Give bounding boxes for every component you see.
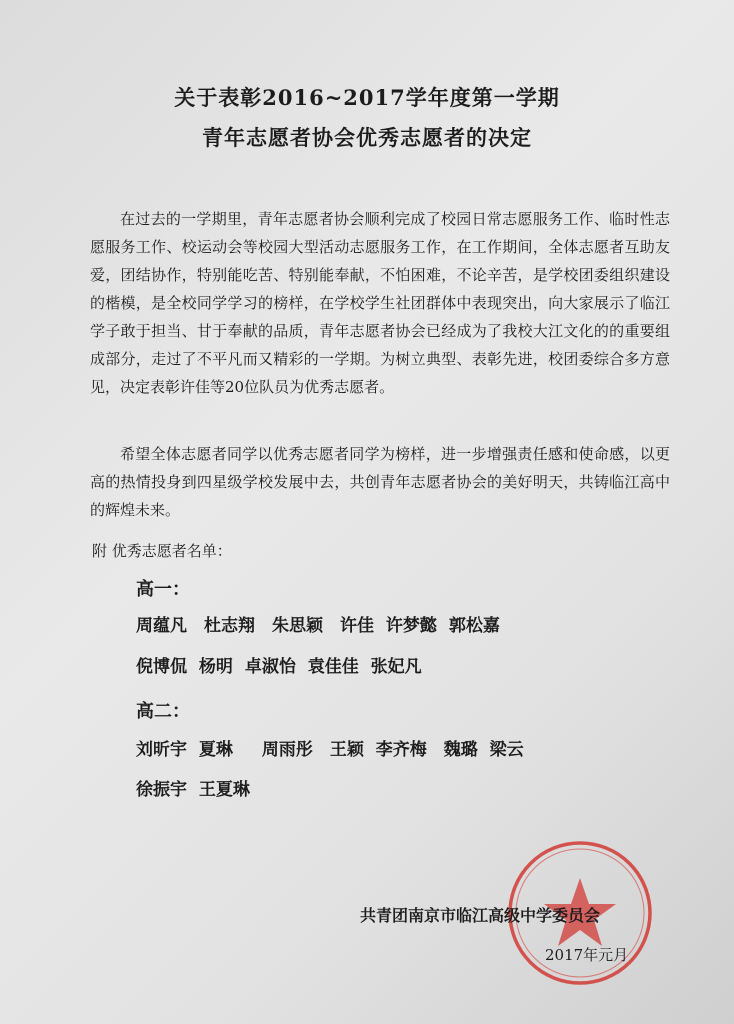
body-paragraph-1: 在过去的一学期里，青年志愿者协会顺利完成了校园日常志愿服务工作、临时性志愿服务工作、校运动会等校园大型活动志愿服务工作，在工作期间，全体志愿者互助友爱，团结协作，特别能吃苦、特别能奉献，不怕困难，不论辛苦，是学校团委组织建设的楷模，是全校同学学习的榜样，在学校学生社团群体中表现突出，向大家展示了临江学子敢于担当、甘于奉献的品质，青年志愿者协会已经成为了我校大江文化的的重要组成部分，走过了不平凡而又精彩的一学期。为树立典型、表彰先进，校团委综合多方意见，决定表彰许佳等20位队员为优秀志愿者。 <box>90 210 670 396</box>
document-title-line2: 青年志愿者协会优秀志愿者的决定 <box>202 125 532 150</box>
issuing-organization: 共青团南京市临江高级中学委员会 <box>360 906 601 925</box>
attachment-label: 附 优秀志愿者名单： <box>92 542 232 560</box>
issue-date: 2017年元月 <box>545 946 629 964</box>
grade-label-1: 高一： <box>136 579 190 600</box>
name-list-line: 刘昕宇 夏琳 周雨彤 王颖 李齐梅 魏璐 梁云 <box>136 740 524 760</box>
name-list-line: 倪博侃 杨明 卓淑怡 袁佳佳 张妃凡 <box>136 657 422 677</box>
name-list-line: 徐振宇 王夏琳 <box>136 780 250 800</box>
name-list-line: 周蕴凡 杜志翔 朱思颖 许佳 许梦懿 郭松嘉 <box>136 616 500 636</box>
body-paragraph-2: 希望全体志愿者同学以优秀志愿者同学为榜样，进一步增强责任感和使命感，以更高的热情投身到四星级学校发展中去，共创青年志愿者协会的美好明天，共铸临江高中的辉煌未来。 <box>90 445 670 519</box>
grade-label-2: 高二： <box>136 701 190 722</box>
document-title-line1: 关于表彰2016~2017学年度第一学期 <box>174 85 560 110</box>
